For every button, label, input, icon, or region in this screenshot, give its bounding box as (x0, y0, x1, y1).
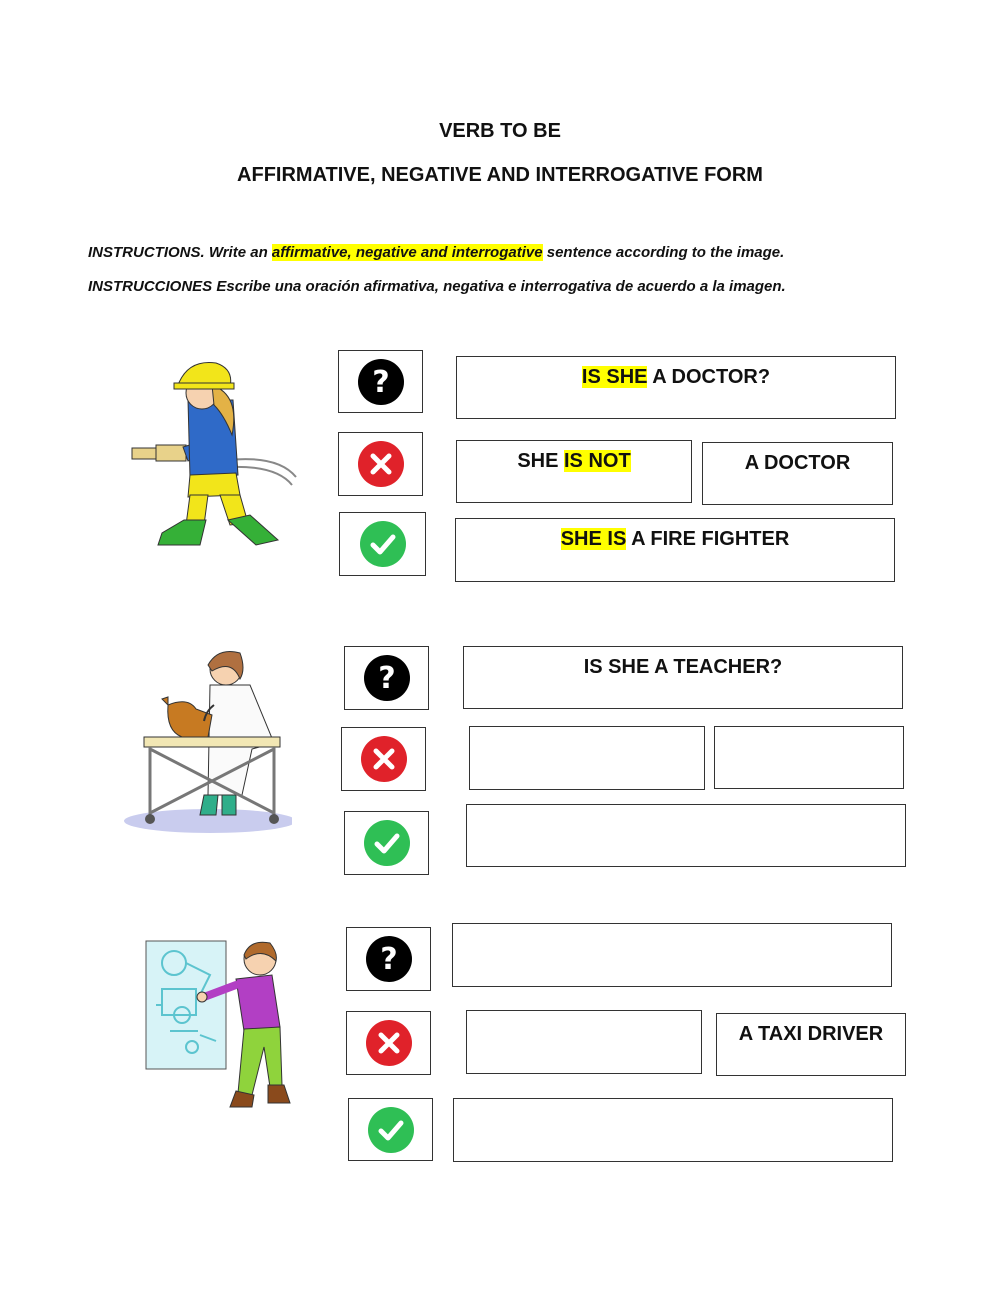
instructions-highlight: affirmative, negative and interrogative (271, 244, 543, 261)
question-mark-icon (358, 359, 404, 405)
negative-start-box[interactable] (469, 726, 705, 790)
question-answer-box[interactable] (452, 923, 892, 987)
checkmark-icon (364, 820, 410, 866)
cross-icon (361, 736, 407, 782)
instructions-spanish: INSTRUCCIONES Escribe una oración afirmativa, negativa e interrogativa de acuerdo a la imagen. (88, 278, 786, 295)
negative-end-box[interactable] (714, 726, 904, 789)
affirmative-icon-box (344, 811, 429, 875)
question-text: A DOCTOR? (647, 366, 771, 388)
page-subtitle: AFFIRMATIVE, NEGATIVE AND INTERROGATIVE FORM (237, 164, 763, 186)
affirmative-highlight: SHE IS (560, 528, 627, 550)
question-answer-box[interactable] (456, 356, 896, 419)
checkmark-icon (368, 1107, 414, 1153)
veterinarian-illustration (122, 645, 292, 835)
affirmative-icon-box (348, 1098, 433, 1161)
cross-icon (358, 441, 404, 487)
negative-start-box[interactable] (456, 440, 692, 503)
question-mark-icon (364, 655, 410, 701)
negative-highlight: IS NOT (564, 450, 631, 472)
affirmative-text: A FIRE FIGHTER (626, 528, 790, 550)
instructions-english-text: INSTRUCTIONS. Write an (88, 244, 272, 261)
negative-end-box[interactable]: A DOCTOR (702, 442, 893, 505)
negative-icon-box (341, 727, 426, 791)
affirmative-answer-box[interactable] (453, 1098, 893, 1162)
affirmative-answer-box[interactable] (466, 804, 906, 867)
svg-text:?: ? (377, 661, 396, 696)
checkmark-icon (360, 521, 406, 567)
cross-icon (366, 1020, 412, 1066)
affirmative-icon-box (339, 512, 426, 576)
negative-icon-box (338, 432, 423, 496)
page-title: VERB TO BE (439, 120, 561, 142)
negative-start-box[interactable] (466, 1010, 702, 1074)
question-icon-box (344, 646, 429, 710)
affirmative-answer-box[interactable] (455, 518, 895, 582)
firefighter-illustration (128, 355, 300, 550)
engineer-illustration (140, 935, 300, 1125)
question-highlight: IS SHE (581, 366, 648, 388)
question-mark-icon (366, 936, 412, 982)
instructions-english-tail: sentence according to the image. (542, 244, 785, 261)
question-icon-box (346, 927, 431, 991)
negative-subject: SHE (517, 450, 564, 472)
negative-end-box[interactable]: A TAXI DRIVER (716, 1013, 906, 1076)
instructions-english (88, 244, 784, 261)
negative-icon-box (346, 1011, 431, 1075)
svg-text:?: ? (379, 942, 398, 977)
question-icon-box (338, 350, 423, 413)
svg-text:?: ? (371, 364, 390, 400)
question-answer-box[interactable]: IS SHE A TEACHER? (463, 646, 903, 709)
